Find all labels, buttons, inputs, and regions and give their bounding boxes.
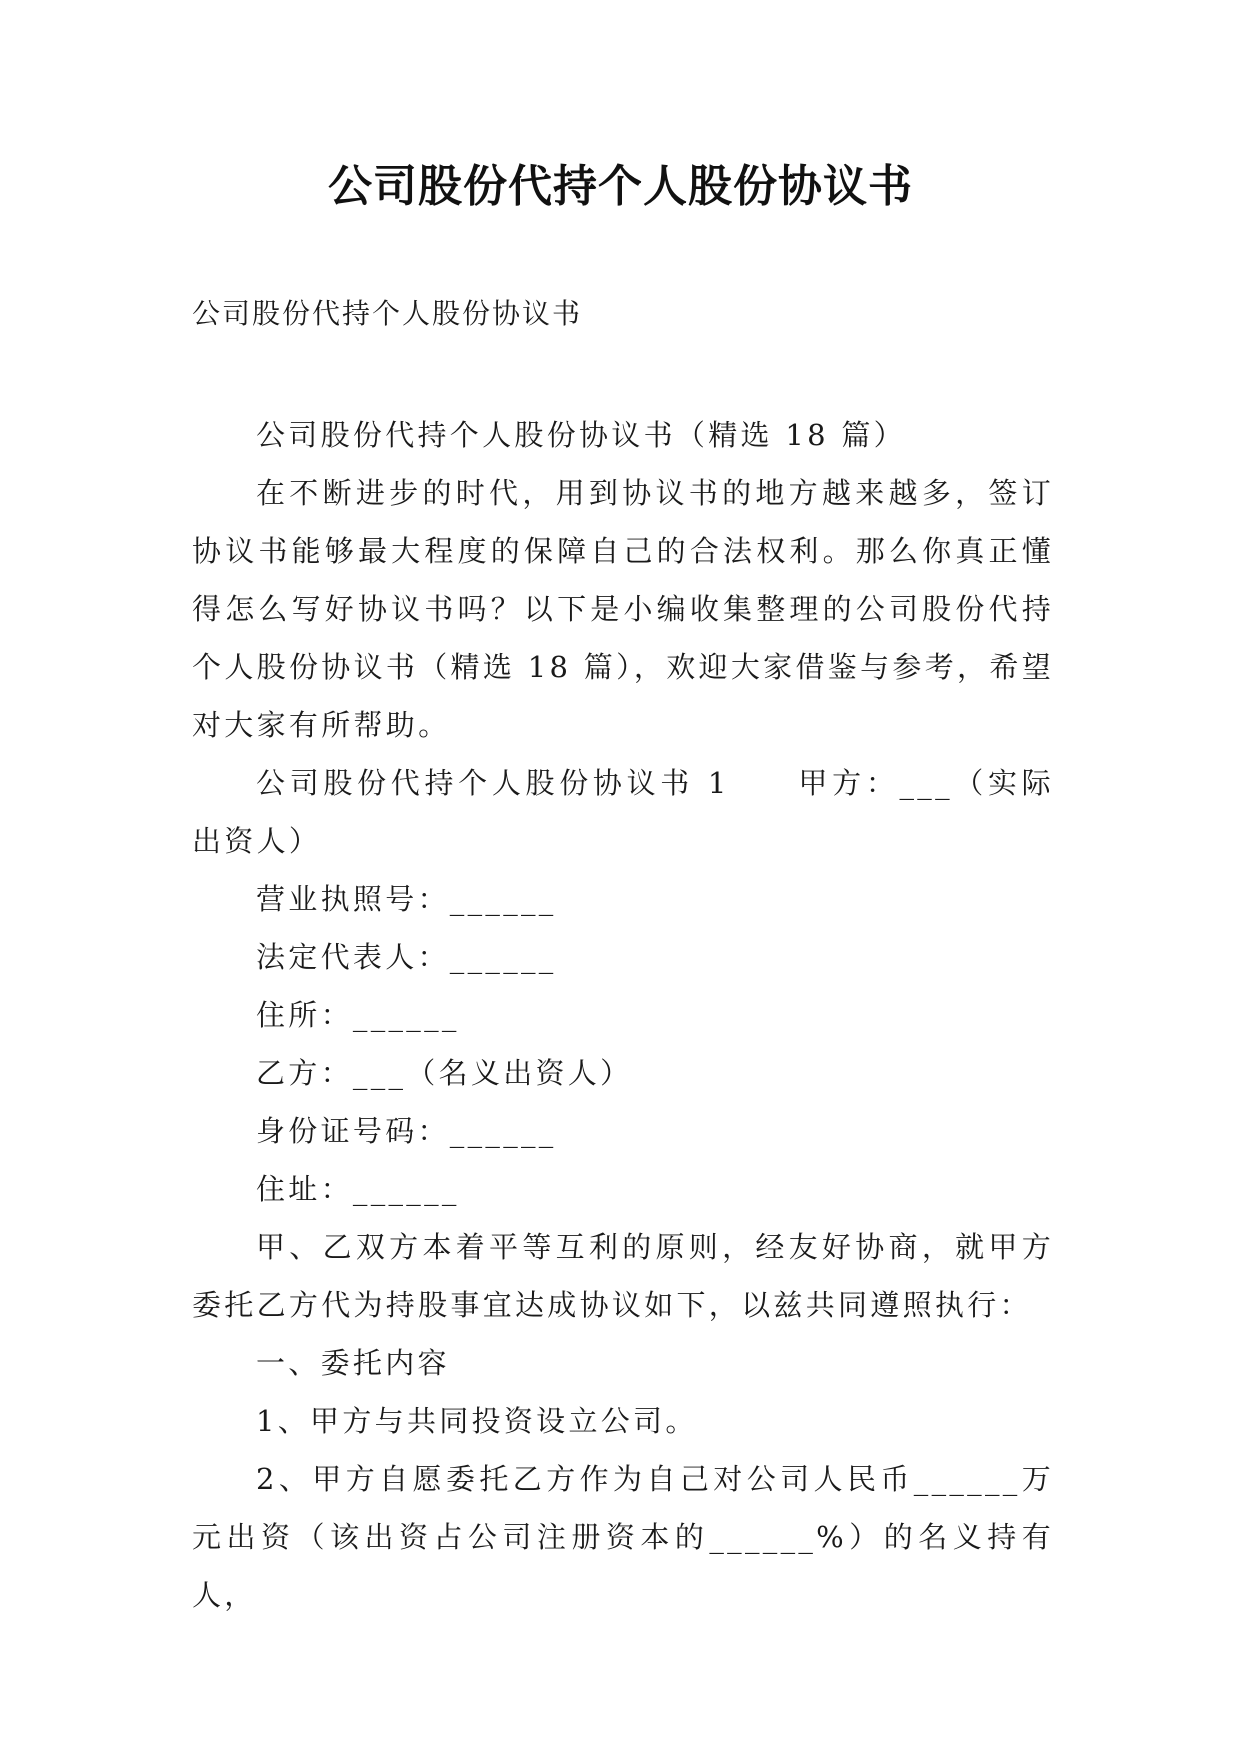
paragraph-business-license: 营业执照号：______ <box>256 882 557 916</box>
document-title: 公司股份代持个人股份协议书 <box>328 161 913 212</box>
clause-2: 2、甲方自愿委托乙方作为自己对公司人民币______万元出资（该出资占公司注册资本的______%）的名义持有人， <box>192 1462 1054 1612</box>
paragraph-intro-heading: 公司股份代持个人股份协议书（精选 18 篇） <box>256 418 906 452</box>
paragraph-residence: 住所：______ <box>256 998 460 1032</box>
paragraph-id-number: 身份证号码：______ <box>256 1114 557 1148</box>
paragraph-address: 住址：______ <box>256 1172 460 1206</box>
clause-1: 1、甲方与共同投资设立公司。 <box>256 1404 698 1438</box>
paragraph-legal-representative: 法定代表人：______ <box>256 940 557 974</box>
document-body <box>192 406 1054 1624</box>
section-heading-entrustment: 一、委托内容 <box>256 1346 450 1380</box>
paragraph-intro: 在不断进步的时代，用到协议书的地方越来越多，签订协议书能够最大程度的保障自己的合法权利。那么你真正懂得怎么写好协议书吗？以下是小编收集整理的公司股份代持个人股份协议书（精选 18 篇），欢迎大家借鉴与参考，希望对大家有所帮助。 <box>192 476 1054 742</box>
paragraph-party-a: 公司股份代持个人股份协议书 1 甲方：___（实际出资人） <box>192 766 1054 858</box>
paragraph-agreement-preamble: 甲、乙双方本着平等互利的原则，经友好协商，就甲方委托乙方代为持股事宜达成协议如下，以兹共同遵照执行： <box>192 1230 1054 1322</box>
document-subtitle: 公司股份代持个人股份协议书 <box>192 297 583 330</box>
paragraph-party-b: 乙方：___（名义出资人） <box>256 1056 633 1090</box>
